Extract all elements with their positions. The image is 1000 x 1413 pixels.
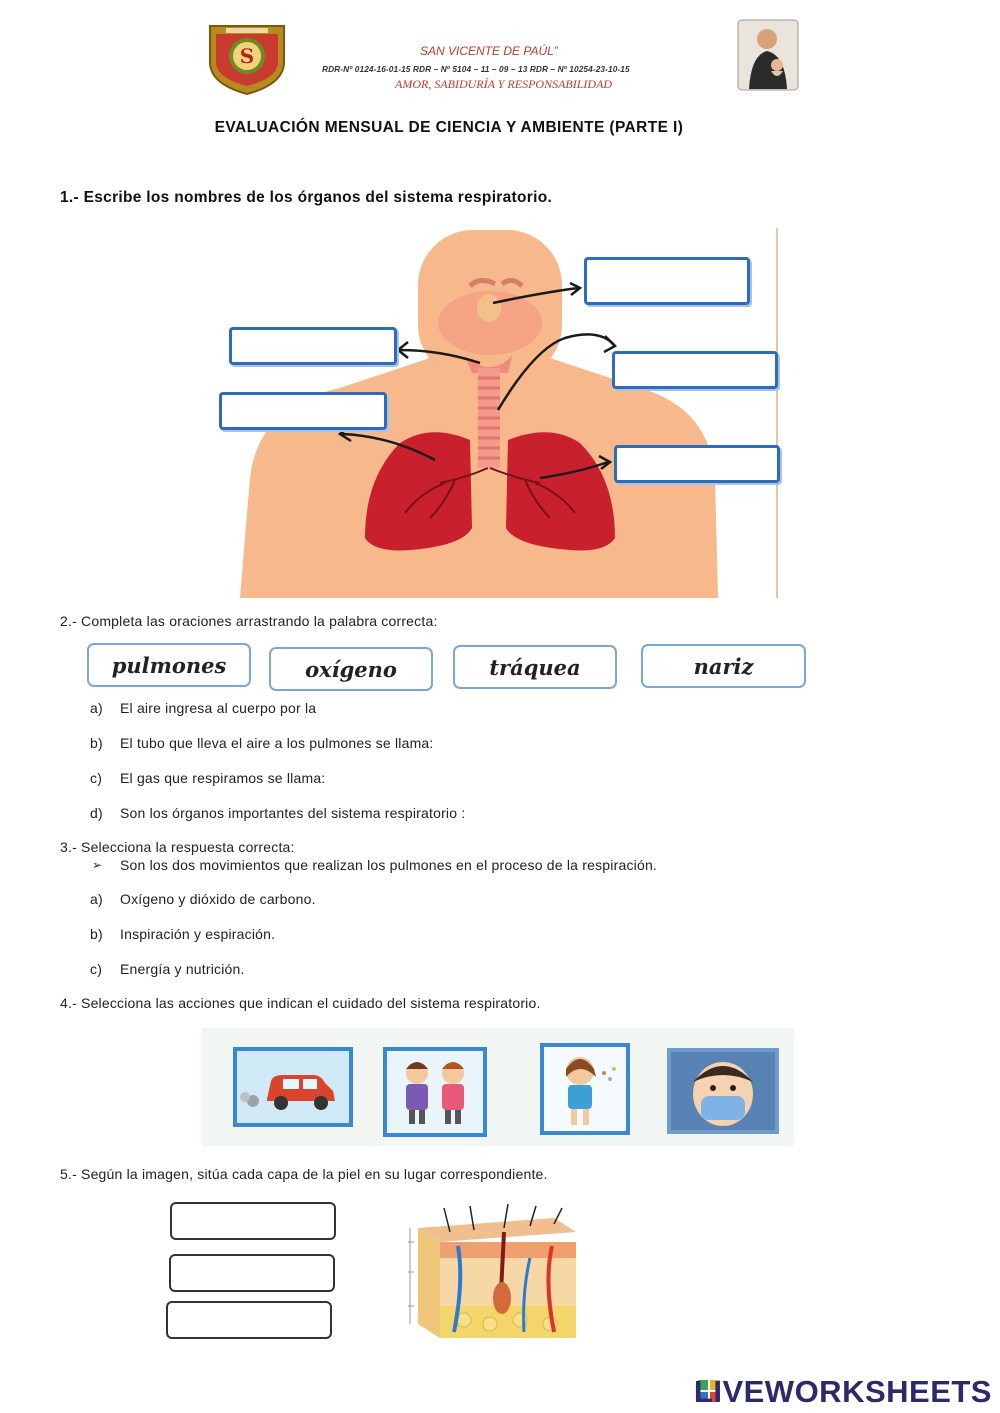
- question-2-prompt: 2.- Completa las oraciones arrastrando la palabra correcta:: [60, 613, 438, 629]
- school-crest-icon: [204, 22, 290, 96]
- skin-layer-answer-3[interactable]: [166, 1301, 332, 1339]
- word-chip-nariz[interactable]: nariz: [641, 644, 806, 688]
- option-text: Inspiración y espiración.: [120, 926, 276, 942]
- liveworksheets-brand[interactable]: LIVEWORKSHEETS: [693, 1374, 992, 1409]
- child-face-mask-icon[interactable]: [667, 1048, 779, 1134]
- option-letter: c): [90, 961, 103, 977]
- saint-portrait-icon: [737, 19, 799, 91]
- item-letter: a): [90, 700, 103, 716]
- organ-answer-nose[interactable]: [584, 257, 750, 305]
- organ-answer-throat[interactable]: [229, 327, 397, 365]
- option-letter: a): [90, 891, 103, 907]
- item-text: El aire ingresa al cuerpo por la: [120, 700, 317, 716]
- word-chip-traquea[interactable]: tráquea: [453, 645, 617, 689]
- question-4-prompt: 4.- Selecciona las acciones que indican el cuidado del sistema respiratorio.: [60, 995, 541, 1011]
- option-letter: b): [90, 926, 103, 942]
- skin-layer-answer-2[interactable]: [169, 1254, 335, 1292]
- word-chip-pulmones[interactable]: pulmones: [87, 643, 251, 687]
- girl-sneezing-icon[interactable]: [540, 1043, 630, 1135]
- word-chip-oxigeno[interactable]: oxígeno: [269, 647, 433, 691]
- statement-text: Son los dos movimientos que realizan los pulmones en el proceso de la respiración.: [120, 857, 658, 873]
- question-5-prompt: 5.- Según la imagen, sitúa cada capa de la piel en su lugar correspondiente.: [60, 1166, 548, 1182]
- arrow-bullet-icon: ➢: [92, 858, 103, 872]
- organ-answer-bronchi[interactable]: [219, 392, 387, 430]
- school-name: SAN VICENTE DE PAÚL”: [420, 44, 558, 58]
- option-text: Energía y nutrición.: [120, 961, 245, 977]
- item-text: El tubo que lleva el aire a los pulmones se llama:: [120, 735, 434, 751]
- skin-layer-answer-1[interactable]: [170, 1202, 336, 1240]
- item-text: El gas que respiramos se llama:: [120, 770, 326, 786]
- page-title: EVALUACIÓN MENSUAL DE CIENCIA Y AMBIENTE (PARTE I): [214, 119, 684, 136]
- skin-layers-icon: [404, 1202, 580, 1344]
- item-text: Son los órganos importantes del sistema respiratorio :: [120, 805, 466, 821]
- resolution-numbers: RDR-Nº 0124-16-01-15 RDR – Nº 5104 – 11 – 09 – 13 RDR – Nº 10254-23-10-15: [322, 64, 630, 74]
- car-exhaust-icon[interactable]: [233, 1047, 353, 1127]
- option-text: Oxígeno y dióxido de carbono.: [120, 891, 316, 907]
- organ-answer-trachea[interactable]: [612, 351, 778, 389]
- children-dressed-warm-icon[interactable]: [383, 1047, 487, 1137]
- organ-answer-lungs[interactable]: [614, 445, 780, 483]
- school-motto: AMOR, SABIDURÍA Y RESPONSABILIDAD: [395, 77, 613, 91]
- question-1-prompt: 1.- Escribe los nombres de los órganos del sistema respiratorio.: [60, 189, 553, 206]
- item-letter: c): [90, 770, 103, 786]
- item-letter: d): [90, 805, 103, 821]
- item-letter: b): [90, 735, 103, 751]
- question-3-prompt: 3.- Selecciona la respuesta correcta:: [60, 839, 295, 855]
- svg-text:S: S: [239, 44, 255, 68]
